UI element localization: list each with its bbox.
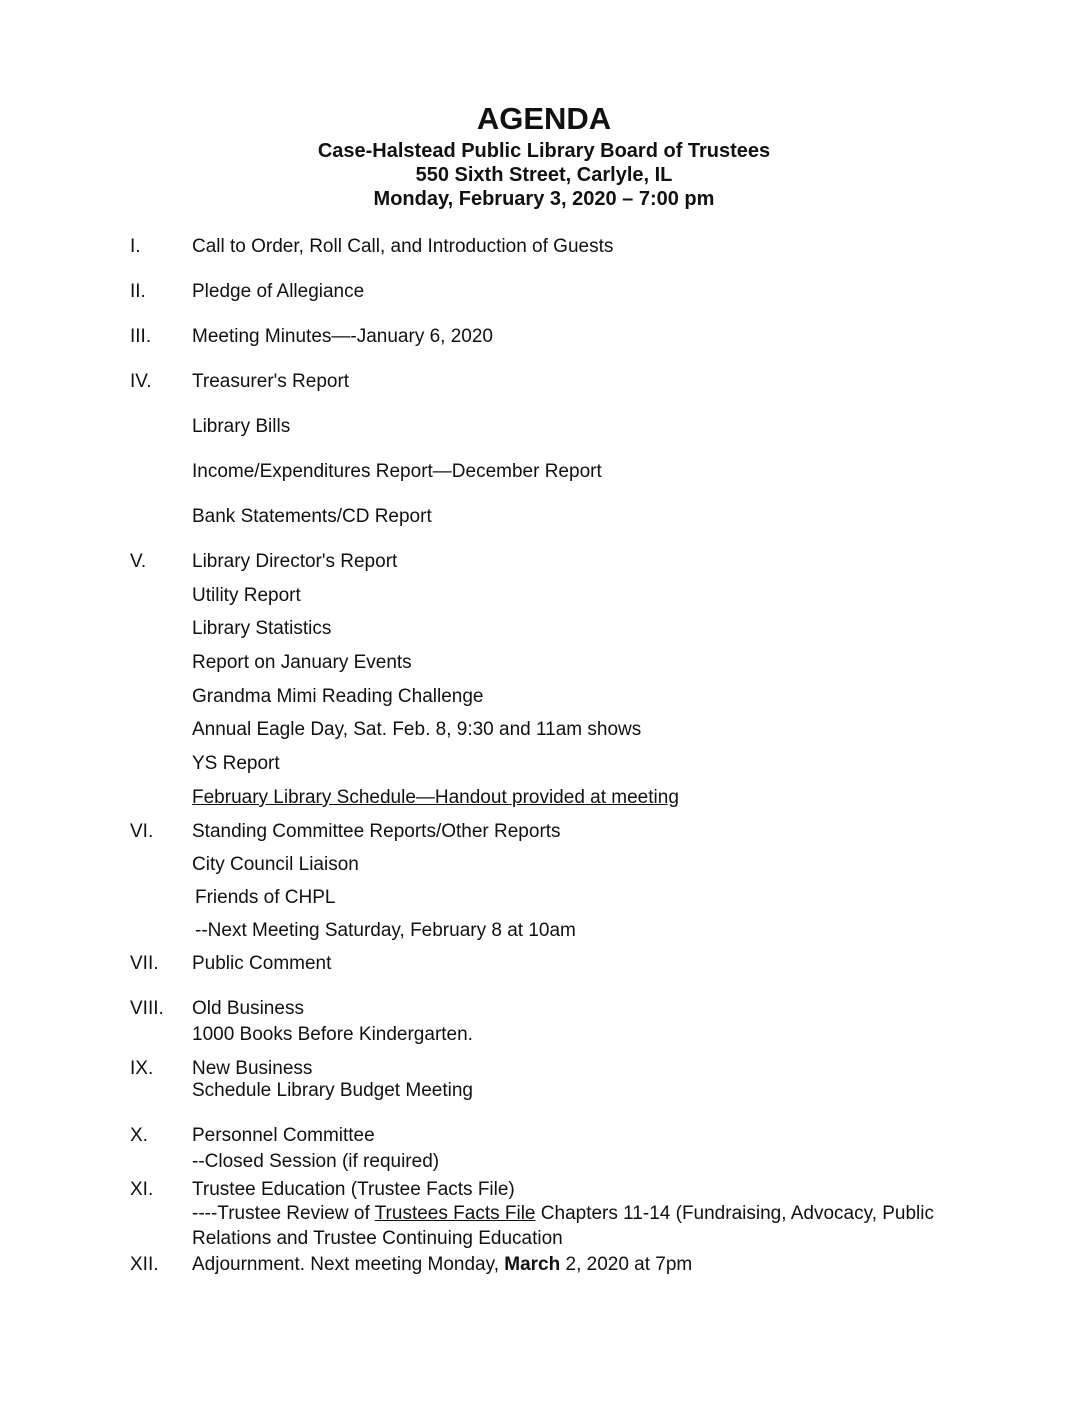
page-title: AGENDA (476, 101, 612, 136)
subitem-trustee-review (192, 1202, 934, 1226)
subitem-february-schedule: February Library Schedule—Handout provided at meeting (192, 787, 679, 808)
item-number: III. (130, 326, 152, 347)
trustee-review-suffix: Chapters 11-14 (Fundraising, Advocacy, Public (535, 1203, 934, 1224)
item-number: V. (130, 551, 147, 572)
subitem-library-bills: Library Bills (192, 416, 291, 437)
subitem-eagle-day: Annual Eagle Day, Sat. Feb. 8, 9:30 and 11am shows (192, 719, 642, 740)
subitem-reading-challenge: Grandma Mimi Reading Challenge (192, 686, 484, 707)
item-number: XII. (130, 1254, 159, 1275)
next-meeting-month: March (504, 1254, 561, 1275)
item-number: VIII. (130, 998, 164, 1019)
subitem-library-statistics: Library Statistics (192, 618, 332, 639)
subitem-next-meeting: --Next Meeting Saturday, February 8 at 10am (195, 920, 576, 941)
item-number: II. (130, 281, 146, 302)
item-number: IX. (130, 1058, 154, 1079)
item-number: IV. (130, 371, 152, 392)
item-pledge: Pledge of Allegiance (192, 281, 365, 302)
meeting-datetime: Monday, February 3, 2020 – 7:00 pm (373, 188, 715, 210)
trustee-review-prefix: ----Trustee Review of (192, 1203, 375, 1224)
item-directors-report: Library Director's Report (192, 551, 398, 572)
item-trustee-education: Trustee Education (Trustee Facts File) (192, 1179, 515, 1200)
adjournment-prefix: Adjournment. Next meeting Monday, (192, 1254, 505, 1275)
item-number: VI. (130, 821, 154, 842)
item-number: VII. (130, 953, 159, 974)
item-call-to-order: Call to Order, Roll Call, and Introduction of Guests (192, 236, 614, 257)
subitem-january-events: Report on January Events (192, 652, 412, 673)
item-number: I. (130, 236, 141, 257)
address: 550 Sixth Street, Carlyle, IL (415, 164, 673, 186)
item-adjournment (192, 1253, 692, 1277)
item-public-comment: Public Comment (192, 953, 332, 974)
subitem-city-council: City Council Liaison (192, 854, 359, 875)
item-standing-committee: Standing Committee Reports/Other Reports (192, 821, 561, 842)
subitem-income-expenditures: Income/Expenditures Report—December Report (192, 461, 602, 482)
trustees-facts-file-title: Trustees Facts File (374, 1203, 536, 1224)
item-new-business: New Business (192, 1058, 313, 1079)
subitem-1000-books: 1000 Books Before Kindergarten. (192, 1024, 473, 1045)
subitem-utility-report: Utility Report (192, 585, 301, 606)
subitem-ys-report: YS Report (192, 753, 280, 774)
adjournment-suffix: 2, 2020 at 7pm (560, 1254, 693, 1275)
item-number: XI. (130, 1179, 154, 1200)
subitem-bank-statements: Bank Statements/CD Report (192, 506, 432, 527)
subitem-budget-meeting: Schedule Library Budget Meeting (192, 1080, 473, 1101)
item-number: X. (130, 1125, 148, 1146)
item-old-business: Old Business (192, 998, 304, 1019)
item-personnel-committee: Personnel Committee (192, 1125, 375, 1146)
subitem-friends-chpl: Friends of CHPL (195, 887, 336, 908)
subitem-closed-session: --Closed Session (if required) (192, 1151, 440, 1172)
item-meeting-minutes: Meeting Minutes—-January 6, 2020 (192, 326, 493, 347)
item-treasurers-report: Treasurer's Report (192, 371, 350, 392)
organization-name: Case-Halstead Public Library Board of Trustees (317, 140, 771, 162)
subitem-trustee-review-continued: Relations and Trustee Continuing Education (192, 1228, 563, 1249)
